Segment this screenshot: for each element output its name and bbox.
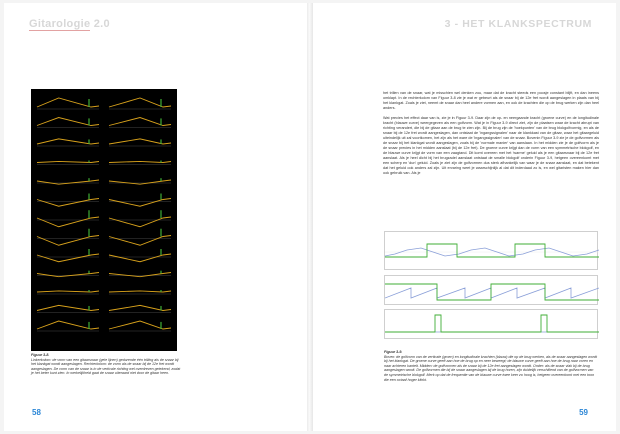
paragraph: het trillen van de snaar, wat je misschien wel denken zou, maar dat de kracht steeds een poosje constant blijft, en dan ineens omklapt. In de rechterkolom van Figuur 3-8 zie je wat er gebeurt als de snaar bij de 12e fret wordt aangeslagen in plaats van bij het klankgat. Zoals je ziet, neemt de snaar dan heel andere vormen aan, en ook de krachten die op de brug werken zijn dan heel anders.	[383, 91, 599, 110]
figure-title: Figuur 3-8.	[31, 353, 50, 357]
string-shape	[109, 236, 171, 246]
string-shape	[109, 291, 171, 292]
string-shape	[37, 161, 99, 162]
left-page	[4, 3, 307, 431]
string-shape	[37, 236, 99, 246]
page-header-left	[29, 18, 110, 30]
string-shape	[37, 180, 99, 184]
string-shape	[109, 273, 171, 277]
waveform-graph-soundhole	[384, 231, 598, 270]
page-number-right: 59	[579, 408, 588, 417]
header-version: 2.0	[93, 18, 110, 30]
book-spine	[306, 3, 313, 431]
waveform-graph-12th-fret	[384, 275, 598, 305]
string-shape	[109, 139, 171, 144]
string-shape	[109, 321, 171, 329]
figure-caption-text: Linkerkolom: de vorm van een gitaarsnaar (gele lijnen) gedurende één trilling als de snaar bij het klankgat wordt aangeslagen. Rechterkolom: de vorm als de snaar bij de 12e fret wordt aangeslagen. De vorm van de snaar is in de verticale richting wel overdreven getekend, zodat je het beter kunt zien. In werkelijkheid gaat de snaar uiteraard niet door de gitaar heen.	[31, 357, 181, 376]
string-shape	[37, 98, 99, 107]
string-shape	[37, 254, 99, 262]
figure-caption-left	[31, 353, 181, 376]
string-shape	[37, 199, 99, 207]
figure-caption-right	[384, 350, 598, 382]
string-shape	[37, 217, 99, 227]
string-shape-illustrations	[31, 89, 177, 351]
header-brand: Gitarologie	[29, 18, 91, 30]
waveform-graph-near-bridge	[384, 309, 598, 339]
string-shape	[37, 118, 99, 126]
string-shape	[37, 139, 99, 144]
string-shape	[37, 273, 99, 277]
string-shape	[109, 118, 171, 126]
string-shape	[109, 180, 171, 184]
right-page	[313, 3, 616, 431]
string-shape	[109, 305, 171, 310]
figure-title: Figuur 3-9.	[384, 350, 403, 354]
page-number-left: 58	[32, 408, 41, 417]
string-shape	[109, 161, 171, 162]
blue-sawtooth-curve	[385, 288, 599, 298]
figure-caption-text: Boven: de golfvorm van de verticale (groen) en longitudinale krachten (blauw) die op de brug werken, als de snaar aangeslagen wordt bij het klankgat. De groene curve geeft aan hoe de brug op en neer beweegt; de blauwe curve geeft aan hoe de brug naar voren en naar achteren kantelt. Midden: de golfvormen als de snaar bij de 12e fret aangeslagen wordt. Onder: als de snaar vlak bij de brug aangeslagen wordt. De golfvormen die bij de snaar aangeslagen bij de brug horen, zijn duidelijk verschillend van de golfvormen van de symmetrische blokgolf. Merk op dat de frequentie van de blauwe curve twee keer zo hoog is, hetgeen overeenkomt met een toon die een octaaf hoger klinkt.	[384, 354, 597, 382]
page-header-right: 3 - HET KLANKSPECTRUM	[444, 18, 592, 30]
body-text	[383, 91, 599, 180]
string-shape	[37, 321, 99, 329]
string-shape	[37, 291, 99, 292]
string-shape	[109, 254, 171, 262]
string-vibration-figure	[31, 89, 177, 351]
string-shape	[109, 98, 171, 107]
paragraph: Wat precies het effect daar van is, zie je in Figuur 3-9. Daar zijn de op- en neergaande kracht (groene curve) en de longitudinale kracht (blauwe curve) weergegeven als een golfvorm. Wat je in Figuur 3-9 direct ziet, zijn de plaatsen waar de kracht abrupt van richting verandert, die bij de gitaar aan de brug te zien zijn. Bij de brug zijn de 'hoekpunten' van de brug blokgolfvormig, en als de snaar bij de 12e fret wordt aangeslagen, dan ontstaat de 'ingangssignalen' naar de klankkast van de gitaar, waar het gitaargeluid uiteindelijk uit zal voortkomen, het zijn als het ware de 'ingangssignalen' van de snaar. Bovenin Figuur 3-9 zie je de golfvormen als de snaar bij het klankgat wordt aangeslagen, zoals bij de 'normale manier' van aanslaan. In het midden zie je de golfvorm als je de snaar precies in het midden aanslaat (bij de 12e fret). De groene curve krijgt dan de vorm van een symmetrische blokgolf, en de blauwe curve krijgt de vorm van een zaagtand. Dit komt overeen met het 'warme' geluid als je een gitaarsnaar bij de 12e fret aanslaat. Als je heel dicht bij het brugzadel aanslaat ontstaat de smalle blokgolf onderin Figuur 3-9, hetgeen overeenkomt met een scherp en 'dun' geluid. Zoals je ziet zijn de golfvormen dus sterk afhankelijk van waar je de snaar aanslaat, en dat betekent dat het geluid ook anders zal zijn. Uit ervaring weet je waarschijnlijk al dat dit inderdaad zo is, en wel gitaristen maken hier dan ook gebruik van. Als je	[383, 115, 599, 175]
string-shape	[37, 305, 99, 310]
string-shape	[109, 217, 171, 227]
green-narrow-pulse	[385, 315, 599, 332]
string-shape	[109, 199, 171, 207]
